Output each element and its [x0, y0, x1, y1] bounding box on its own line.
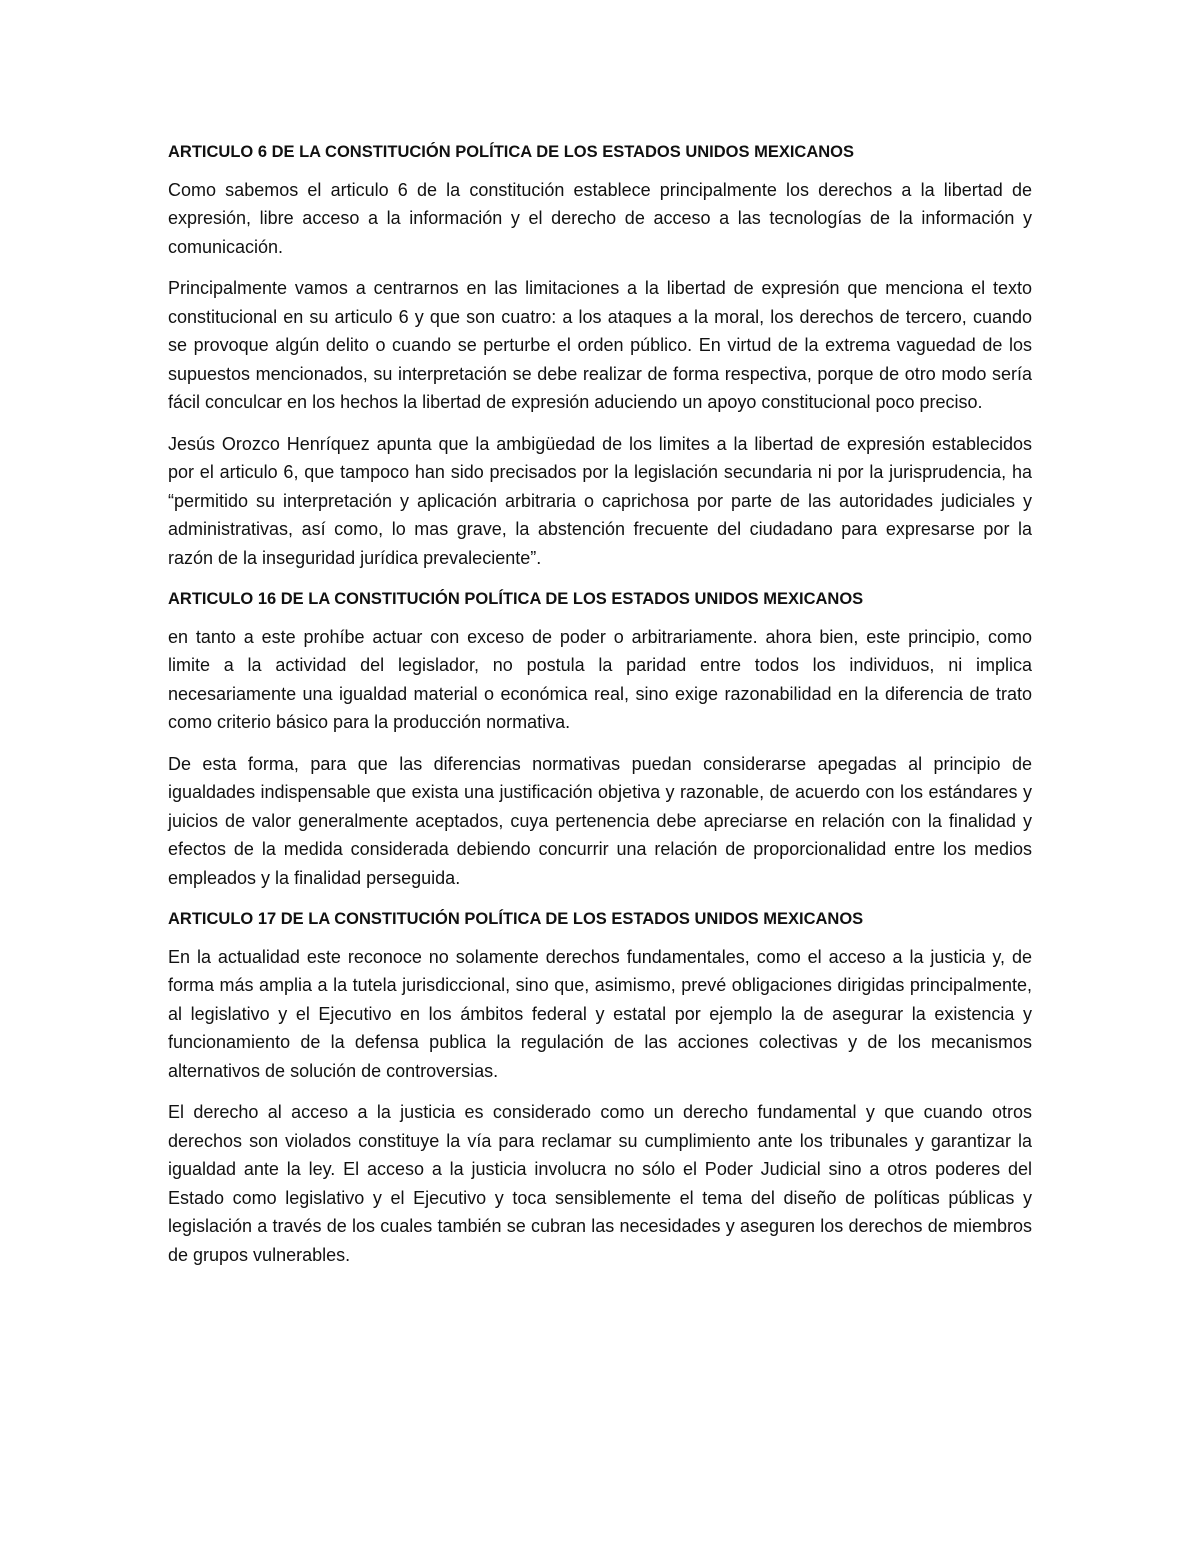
paragraph: en tanto a este prohíbe actuar con exceso de poder o arbitrariamente. ahora bien, este principio, como limite a la actividad del legislador, no postula la paridad entre todos los individuos, ni implica necesariamente una igualdad material o económica real, sino exige razonabilidad en la diferencia de trato como criterio básico para la producción normativa.: [168, 626, 1032, 732]
document-body: [168, 138, 1032, 1282]
section-heading: ARTICULO 16 DE LA CONSTITUCIÓN POLÍTICA DE LOS ESTADOS UNIDOS MEXICANOS: [168, 590, 864, 608]
paragraph: Jesús Orozco Henríquez apunta que la ambigüedad de los limites a la libertad de expresión establecidos por el articulo 6, que tampoco han sido precisados por la legislación secundaria ni por la jurisprudencia, ha “permitido su interpretación y aplicación arbitraria o caprichosa por parte de las autoridades judiciales y administrativas, así como, lo mas grave, la abstención frecuente del ciudadano para expresarse por la razón de la inseguridad jurídica prevaleciente”.: [168, 433, 1032, 568]
section-heading: ARTICULO 6 DE LA CONSTITUCIÓN POLÍTICA DE LOS ESTADOS UNIDOS MEXICANOS: [168, 143, 854, 161]
section-articulo-16: [168, 585, 1032, 892]
section-heading: ARTICULO 17 DE LA CONSTITUCIÓN POLÍTICA DE LOS ESTADOS UNIDOS MEXICANOS: [168, 910, 864, 928]
paragraph: Principalmente vamos a centrarnos en las limitaciones a la libertad de expresión que menciona el texto constitucional en su articulo 6 y que son cuatro: a los ataques a la moral, los derechos de tercero, cuando se provoque algún delito o cuando se perturbe el orden público. En virtud de la extrema vaguedad de los supuestos mencionados, su interpretación se debe realizar de forma respectiva, porque de otro modo sería fácil conculcar en los hechos la libertad de expresión aduciendo un apoyo constitucional poco preciso.: [168, 278, 1032, 412]
paragraph: De esta forma, para que las diferencias normativas puedan considerarse apegadas al principio de igualdades indispensable que exista una justificación objetiva y razonable, de acuerdo con los estándares y juicios de valor generalmente aceptados, cuya pertenencia debe apreciarse en relación con la finalidad y efectos de la medida considerada debiendo concurrir una relación de proporcionalidad entre los medios empleados y la finalidad perseguida.: [168, 753, 1032, 888]
section-articulo-17: [168, 905, 1032, 1269]
paragraph: En la actualidad este reconoce no solamente derechos fundamentales, como el acceso a la justicia y, de forma más amplia a la tutela jurisdiccional, sino que, asimismo, prevé obligaciones dirigidas principalmente, al legislativo y el Ejecutivo en los ámbitos federal y estatal por ejemplo la de asegurar la existencia y funcionamiento de la defensa publica la regulación de las acciones colectivas y de los mecanismos alternativos de solución de controversias.: [168, 946, 1032, 1081]
section-articulo-6: [168, 138, 1032, 572]
paragraph: El derecho al acceso a la justicia es considerado como un derecho fundamental y que cuando otros derechos son violados constituye la vía para reclamar su cumplimiento ante los tribunales y garantizar la igualdad ante la ley. El acceso a la justicia involucra no sólo el Poder Judicial sino a otros poderes del Estado como legislativo y el Ejecutivo y toca sensiblemente el tema del diseño de políticas públicas y legislación a través de los cuales también se cubran las necesidades y aseguren los derechos de miembros de grupos vulnerables.: [168, 1102, 1032, 1265]
paragraph: Como sabemos el articulo 6 de la constitución establece principalmente los derechos a la libertad de expresión, libre acceso a la información y el derecho de acceso a las tecnologías de la información y comunicación.: [168, 179, 1032, 257]
